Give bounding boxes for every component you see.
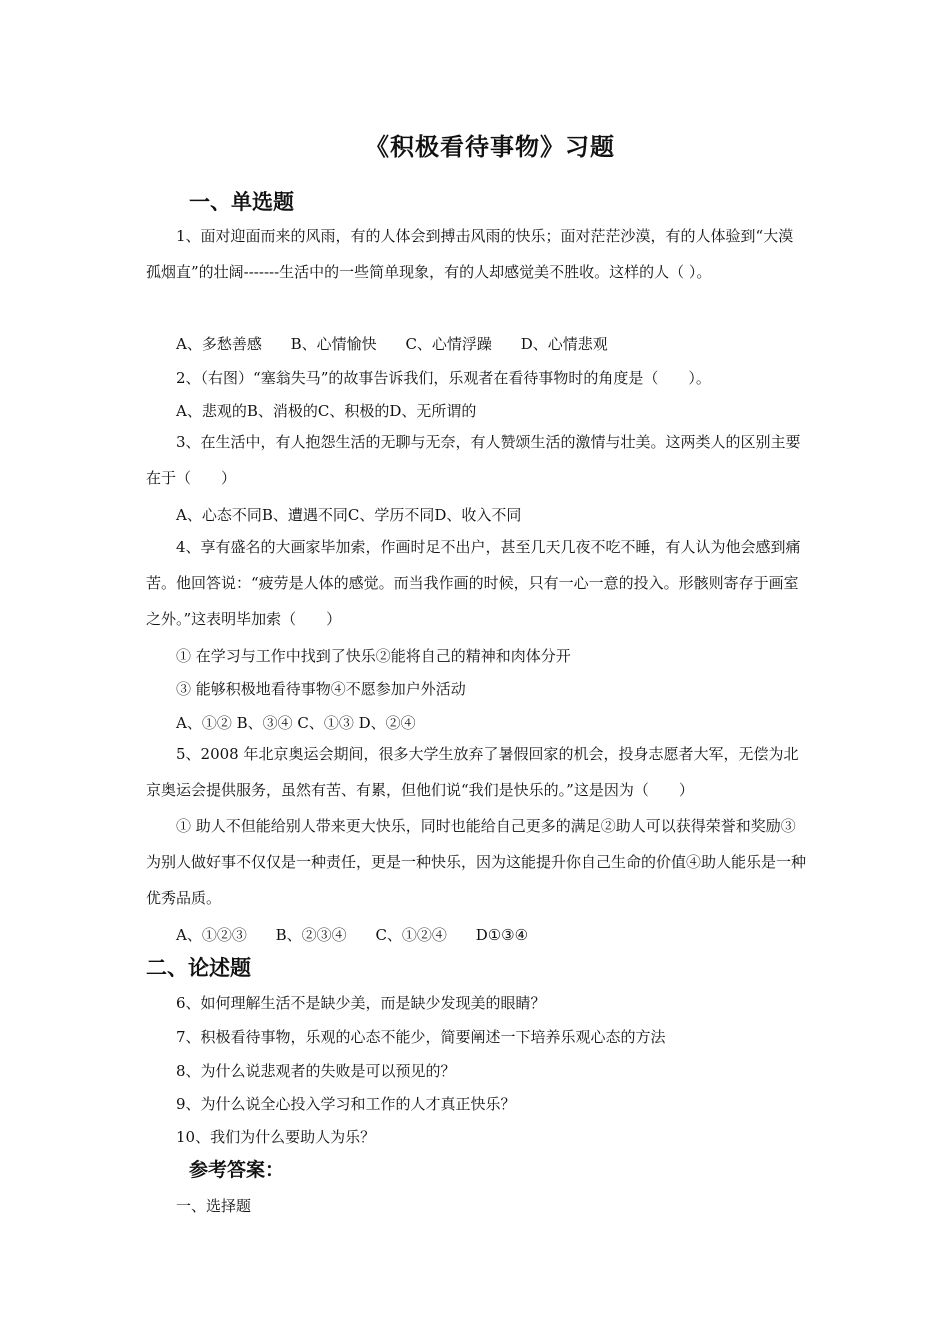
question-2-options: A、悲观的B、消极的C、积极的D、无所谓的 (176, 402, 477, 420)
essay-question-7: 7、积极看待事物，乐观的心态不能少，简要阐述一下培养乐观心态的方法 (176, 1028, 666, 1046)
question-4-options: A、①② B、③④ C、①③ D、②④ (176, 714, 416, 732)
section-heading-single-choice: 一、单选题 (189, 190, 294, 214)
essay-question-8: 8、为什么说悲观者的失败是可以预见的？ (176, 1062, 456, 1080)
option-a: A、①②③ (176, 926, 247, 944)
question-5-items: ① 助人不但能给别人带来更大快乐，同时也能给自己更多的满足②助人可以获得荣誉和奖励③为别人做好事不仅仅是一种责任，更是一种快乐，因为这能提升你自己生命的价值④助人能乐是一种优秀品质。 (146, 817, 807, 907)
question-1-stem: 1、面对迎面而来的风雨，有的人体会到搏击风雨的快乐；面对茫茫沙漠，有的人体验到“大漠孤烟直”的壮阔-------生活中的一些简单现象，有的人却感觉美不胜收。这样的人（ ）。 (146, 227, 794, 281)
document-title: 《积极看待事物》习题 (365, 133, 615, 161)
option-a: A、多愁善感 (176, 335, 262, 353)
question-2-stem: 2、（右图）“塞翁失马”的故事告诉我们，乐观者在看待事物时的角度是（ ）。 (176, 369, 711, 387)
question-3-stem: 3、在生活中，有人抱怨生活的无聊与无奈，有人赞颂生活的激情与壮美。这两类人的区别主要在于（ ） (146, 433, 801, 487)
section-heading-essay: 二、论述题 (146, 956, 251, 980)
option-b: B、心情愉快 (290, 335, 377, 353)
question-5-options (176, 924, 552, 945)
option-b: B、②③④ (275, 926, 347, 944)
option-d: D①③④ (475, 926, 529, 944)
option-c: C、①②④ (375, 926, 447, 944)
option-d: D、心情悲观 (520, 335, 608, 353)
answers-heading: 参考答案： (189, 1159, 285, 1181)
question-4-stem: 4、享有盛名的大画家毕加索，作画时足不出户，甚至几天几夜不吃不睡，有人认为他会感到痛苦。他回答说：“疲劳是人体的感觉。而当我作画的时候，只有一心一意的投入。形骸则寄存于画室之外。”这表明毕加索（ ） (146, 538, 801, 628)
option-c: C、心情浮躁 (405, 335, 492, 353)
question-5-stem: 5、2008 年北京奥运会期间，很多大学生放弃了暑假回家的机会，投身志愿者大军，无偿为北京奥运会提供服务，虽然有苦、有累，但他们说“我们是快乐的。”这是因为（ ） (146, 745, 799, 799)
answers-subheading: 一、选择题 (176, 1197, 252, 1215)
essay-question-10: 10、我们为什么要助人为乐？ (176, 1128, 376, 1146)
essay-question-9: 9、为什么说全心投入学习和工作的人才真正快乐？ (176, 1095, 516, 1113)
question-4-item-1: ① 在学习与工作中找到了快乐②能将自己的精神和肉体分开 (176, 647, 571, 665)
question-1-options (176, 333, 632, 354)
essay-question-6: 6、如何理解生活不是缺少美，而是缺少发现美的眼睛？ (176, 994, 546, 1012)
question-3-options: A、心态不同B、遭遇不同C、学历不同D、收入不同 (176, 506, 522, 524)
question-4-item-2: ③ 能够积极地看待事物④不愿参加户外活动 (176, 680, 466, 698)
